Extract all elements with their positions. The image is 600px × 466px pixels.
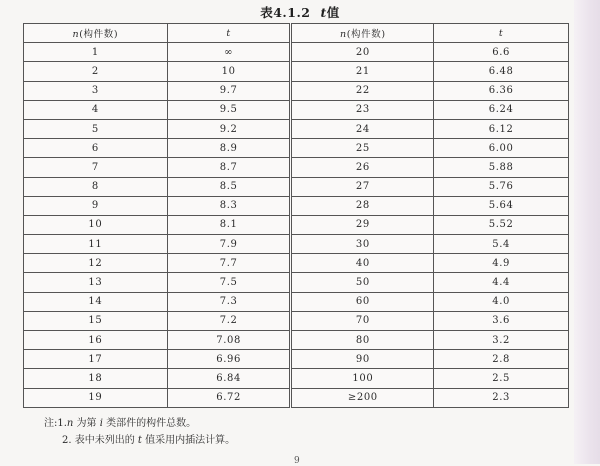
table-row bbox=[24, 388, 569, 407]
cell-n-left: 2 bbox=[24, 62, 168, 81]
table-title-suffix: 值 bbox=[326, 5, 340, 20]
table-title bbox=[0, 3, 600, 21]
cell-t-left: ∞ bbox=[167, 43, 291, 62]
cell-t-left: 7.2 bbox=[167, 311, 291, 330]
table-header-row bbox=[24, 24, 569, 43]
table-row bbox=[24, 215, 569, 234]
cell-t-right: 4.0 bbox=[434, 292, 569, 311]
cell-n-left: 9 bbox=[24, 196, 168, 215]
note-2 bbox=[44, 432, 235, 449]
cell-n-left: 4 bbox=[24, 100, 168, 119]
table-row bbox=[24, 292, 569, 311]
table-row bbox=[24, 311, 569, 330]
cell-t-left: 9.2 bbox=[167, 119, 291, 138]
table-row bbox=[24, 43, 569, 62]
header-t-var: t bbox=[498, 27, 504, 39]
cell-n-left: 7 bbox=[24, 158, 168, 177]
note-1-var-n: n bbox=[66, 418, 74, 429]
table-row bbox=[24, 273, 569, 292]
cell-n-right: 100 bbox=[291, 369, 434, 388]
cell-n-right: 40 bbox=[291, 254, 434, 273]
cell-n-right: 70 bbox=[291, 311, 434, 330]
cell-n-right: 25 bbox=[291, 139, 434, 158]
table-title-prefix: 表4.1.2 bbox=[260, 5, 311, 20]
cell-n-left: 3 bbox=[24, 81, 168, 100]
cell-t-right: 5.64 bbox=[434, 196, 569, 215]
t-value-table bbox=[23, 23, 569, 408]
cell-n-left: 18 bbox=[24, 369, 168, 388]
header-n-var: n bbox=[340, 29, 347, 41]
cell-t-right: 5.88 bbox=[434, 158, 569, 177]
cell-n-left: 1 bbox=[24, 43, 168, 62]
cell-t-right: 3.6 bbox=[434, 311, 569, 330]
header-t-left bbox=[167, 24, 291, 43]
cell-n-right: 24 bbox=[291, 119, 434, 138]
cell-n-right: 21 bbox=[291, 62, 434, 81]
cell-n-left: 15 bbox=[24, 311, 168, 330]
table-row bbox=[24, 235, 569, 254]
cell-n-right: 20 bbox=[291, 43, 434, 62]
cell-t-left: 7.5 bbox=[167, 273, 291, 292]
cell-n-right: 30 bbox=[291, 235, 434, 254]
table-row bbox=[24, 177, 569, 196]
table-row bbox=[24, 369, 569, 388]
cell-t-left: 6.96 bbox=[167, 350, 291, 369]
cell-n-right: 80 bbox=[291, 331, 434, 350]
table-title-symbol: t bbox=[320, 5, 327, 20]
cell-n-right: 50 bbox=[291, 273, 434, 292]
table-row bbox=[24, 254, 569, 273]
header-n-var: n bbox=[72, 29, 80, 41]
cell-n-right: 29 bbox=[291, 215, 434, 234]
cell-t-right: 6.36 bbox=[434, 81, 569, 100]
cell-t-right: 4.9 bbox=[434, 254, 569, 273]
cell-t-left: 9.5 bbox=[167, 100, 291, 119]
header-n-label: (构件数) bbox=[346, 29, 386, 41]
cell-n-right: 26 bbox=[291, 158, 434, 177]
cell-t-left: 8.3 bbox=[167, 196, 291, 215]
note-1-number: 1. bbox=[57, 418, 67, 429]
header-n-right bbox=[291, 24, 434, 43]
cell-t-left: 10 bbox=[167, 62, 291, 81]
cell-t-right: 5.52 bbox=[434, 215, 569, 234]
cell-t-left: 8.7 bbox=[167, 158, 291, 177]
table-row bbox=[24, 119, 569, 138]
cell-n-right: 90 bbox=[291, 350, 434, 369]
table-row bbox=[24, 81, 569, 100]
cell-n-left: 19 bbox=[24, 388, 168, 407]
cell-t-left: 6.84 bbox=[167, 369, 291, 388]
cell-t-left: 8.1 bbox=[167, 215, 291, 234]
note-1-text-mid: 为第 bbox=[73, 418, 100, 429]
cell-t-right: 6.24 bbox=[434, 100, 569, 119]
cell-n-right: 23 bbox=[291, 100, 434, 119]
cell-t-right: 4.4 bbox=[434, 273, 569, 292]
note-2-number: 2. bbox=[62, 435, 72, 446]
cell-t-left: 8.9 bbox=[167, 139, 291, 158]
note-1 bbox=[44, 415, 235, 432]
cell-t-right: 6.00 bbox=[434, 139, 569, 158]
header-n-label: (构件数) bbox=[79, 29, 119, 41]
table-row bbox=[24, 158, 569, 177]
cell-t-right: 6.6 bbox=[434, 43, 569, 62]
note-1-text-end: 类部件的构件总数。 bbox=[102, 418, 197, 429]
header-n-left bbox=[24, 24, 168, 43]
cell-n-right: 22 bbox=[291, 81, 434, 100]
table-row bbox=[24, 139, 569, 158]
cell-t-left: 7.3 bbox=[167, 292, 291, 311]
cell-n-left: 17 bbox=[24, 350, 168, 369]
note-1-var-i: i bbox=[99, 418, 103, 429]
note-2-text-start: 表中未列出的 bbox=[71, 435, 138, 446]
cell-t-left: 9.7 bbox=[167, 81, 291, 100]
cell-n-left: 10 bbox=[24, 215, 168, 234]
cell-n-left: 14 bbox=[24, 292, 168, 311]
cell-n-left: 6 bbox=[24, 139, 168, 158]
cell-t-right: 2.8 bbox=[434, 350, 569, 369]
note-2-text-end: 值采用内插法计算。 bbox=[141, 435, 236, 446]
cell-n-left: 8 bbox=[24, 177, 168, 196]
cell-n-right: 60 bbox=[291, 292, 434, 311]
cell-t-right: 5.76 bbox=[434, 177, 569, 196]
cell-t-right: 6.48 bbox=[434, 62, 569, 81]
cell-n-left: 12 bbox=[24, 254, 168, 273]
cell-t-right: 2.3 bbox=[434, 388, 569, 407]
cell-t-right: 5.4 bbox=[434, 235, 569, 254]
table-row bbox=[24, 100, 569, 119]
cell-t-left: 7.08 bbox=[167, 331, 291, 350]
table-row bbox=[24, 62, 569, 81]
cell-t-right: 2.5 bbox=[434, 369, 569, 388]
table-notes bbox=[44, 415, 235, 449]
header-t-right bbox=[434, 24, 569, 43]
cell-t-left: 7.7 bbox=[167, 254, 291, 273]
cell-n-left: 11 bbox=[24, 235, 168, 254]
note-label: 注: bbox=[44, 418, 58, 429]
page-edge-shadow bbox=[574, 0, 600, 464]
cell-t-left: 7.9 bbox=[167, 235, 291, 254]
cell-t-left: 8.5 bbox=[167, 177, 291, 196]
table-row bbox=[24, 196, 569, 215]
cell-n-right: 27 bbox=[291, 177, 434, 196]
cell-n-left: 16 bbox=[24, 331, 168, 350]
cell-t-left: 6.72 bbox=[167, 388, 291, 407]
cell-t-right: 3.2 bbox=[434, 331, 569, 350]
note-2-var-t: t bbox=[137, 435, 142, 446]
page-number: 9 bbox=[294, 456, 300, 466]
cell-n-right: ≥200 bbox=[291, 388, 434, 407]
cell-n-left: 13 bbox=[24, 273, 168, 292]
table-row bbox=[24, 350, 569, 369]
cell-n-left: 5 bbox=[24, 119, 168, 138]
header-t-var: t bbox=[226, 27, 231, 39]
cell-t-right: 6.12 bbox=[434, 119, 569, 138]
table-row bbox=[24, 331, 569, 350]
cell-n-right: 28 bbox=[291, 196, 434, 215]
